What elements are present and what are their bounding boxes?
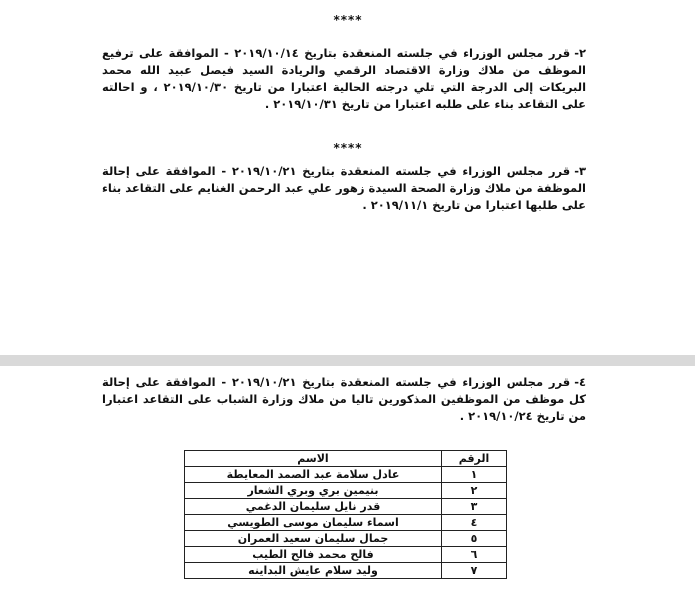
table-row <box>185 563 507 579</box>
item-text: قرر مجلس الوزراء في جلسته المنعقدة بتاريخ ٢٠١٩/١٠/٢١ - الموافقة على إحالة الموظفة من ملاك وزارة الصحة السيدة زهور علي عبد الرحمن الغنايم على التقاعد بناء على طلبها اعتبارا من تاريخ ٢٠١٩/١١/١ . <box>102 164 586 212</box>
item-number: ٢- <box>574 46 586 60</box>
item-number: ٣- <box>574 164 586 178</box>
row-number: ٦ <box>442 547 507 563</box>
column-header-number: الرقم <box>442 451 507 467</box>
retirees-table <box>184 450 507 579</box>
document-page-2 <box>0 366 695 599</box>
table-row <box>185 483 507 499</box>
table-row <box>185 531 507 547</box>
decision-item-4 <box>102 374 586 425</box>
row-name: اسماء سليمان موسى الطويسي <box>185 515 442 531</box>
row-number: ٤ <box>442 515 507 531</box>
section-separator-mid: **** <box>333 141 363 155</box>
decision-item-2 <box>102 45 586 113</box>
row-name: جمال سليمان سعيد العمران <box>185 531 442 547</box>
item-text: قرر مجلس الوزراء في جلسته المنعقدة بتاريخ ٢٠١٩/١٠/٢١ - الموافقة على إحالة كل موظف من الموظفين المذكورين تاليا من ملاك وزارة الشباب على التقاعد اعتبارا من تاريخ ٢٠١٩/١٠/٢٤ . <box>102 375 586 423</box>
item-number: ٤- <box>574 375 586 389</box>
table-row <box>185 467 507 483</box>
row-number: ١ <box>442 467 507 483</box>
table-row <box>185 499 507 515</box>
decision-item-3 <box>102 163 586 214</box>
row-number: ٣ <box>442 499 507 515</box>
row-number: ٧ <box>442 563 507 579</box>
row-name: وليد سلام عايش البداينه <box>185 563 442 579</box>
column-header-name: الاسم <box>185 451 442 467</box>
row-name: قدر نايل سليمان الدغمي <box>185 499 442 515</box>
row-number: ٢ <box>442 483 507 499</box>
section-separator-top: **** <box>333 13 363 27</box>
row-name: عادل سلامة عبد الصمد المعايطة <box>185 467 442 483</box>
page-gap <box>0 355 695 366</box>
row-name: بنيمين بري وبري الشعار <box>185 483 442 499</box>
table-row <box>185 515 507 531</box>
table-header-row <box>185 451 507 467</box>
row-name: فالح محمد فالح الطيب <box>185 547 442 563</box>
row-number: ٥ <box>442 531 507 547</box>
table-row <box>185 547 507 563</box>
item-text: قرر مجلس الوزراء في جلسته المنعقدة بتاريخ ٢٠١٩/١٠/١٤ - الموافقة على ترفيع الموظف من ملاك وزارة الاقتصاد الرقمي والريادة السيد فيصل عبيد الله محمد البريكات إلى الدرجة التي تلي درجته الحالية اعتبارا من تاريخ ٢٠١٩/١٠/٣٠ ، و احالته على التقاعد بناء على طلبه اعتبارا من تاريخ ٢٠١٩/١٠/٣١ . <box>102 46 587 111</box>
